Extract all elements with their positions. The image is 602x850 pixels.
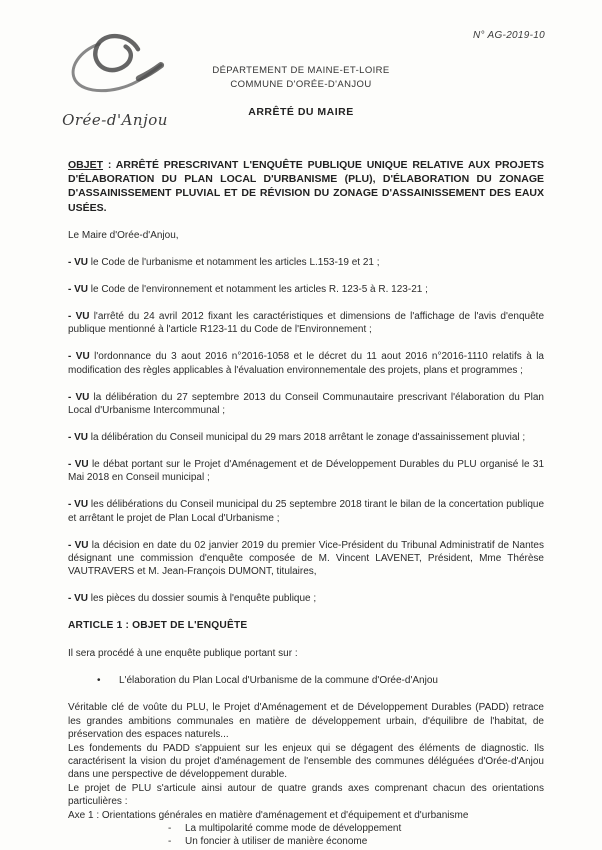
article-1-intro: Il sera procédé à une enquête publique portant sur :	[68, 647, 298, 659]
commune-line: COMMUNE D'ORÉE-D'ANJOU	[230, 79, 372, 90]
dash-icon	[168, 835, 185, 848]
document-header	[0, 0, 602, 150]
list-item	[168, 835, 544, 848]
vu-item: - VU la délibération du 27 septembre 2013 du Conseil Communautaire prescrivant l'élaboration du Plan Local d'Urbanisme Intercommunal ;	[68, 391, 544, 417]
dash-item-text: La multipolarité comme mode de développement	[185, 823, 402, 834]
vu-item: - VU les délibérations du Conseil municipal du 25 septembre 2018 tirant le bilan de la concertation publique et arrêtant le projet de Plan Local d'Urbanisme ;	[68, 499, 545, 524]
document-number: N° AG-2019-10	[472, 30, 545, 41]
bullet-item-text: L'élaboration du Plan Local d'Urbanisme de la commune d'Orée-d'Anjou	[119, 674, 438, 686]
logo-caption: Orée-d'Anjou	[62, 111, 168, 129]
vu-item: - VU la délibération du Conseil municipal du 29 mars 2018 arrêtant le zonage d'assainissement pluvial ;	[68, 431, 526, 443]
dash-icon	[168, 822, 185, 835]
dash-item-text: Un foncier à utiliser de manière économe	[185, 836, 368, 848]
vu-item: - VU le Code de l'environnement et notamment les articles R. 123-5 à R. 123-21 ;	[68, 284, 428, 296]
vu-item: - VU les pièces du dossier soumis à l'enquête publique ;	[68, 593, 317, 605]
vu-item: - VU le débat portant sur le Projet d'Aménagement et de Développement Durables du PLU organisé le 31 Mai 2018 en Conseil municipal ;	[68, 458, 545, 484]
paragraph: Les fondements du PADD s'appuient sur les enjeux qui se dégagent des éléments de diagnostic. Ils caractérisent la vision du projet d'aménagement de l'ensemble des communes déléguées d'Orée-d'Anjou dans une perspective de développement durable.	[68, 742, 544, 781]
header-center-block	[0, 64, 602, 92]
paragraph: Véritable clé de voûte du PLU, le Projet d'Aménagement et de Développement Durables (PADD) retrace les grandes ambitions communales en matière de développement urbain, d'équilibre de l'habitat, de préservation des espaces naturels...	[68, 702, 544, 741]
axis-1-line: Axe 1 : Orientations générales en matière d'aménagement et d'équipement et d'urbanisme	[68, 809, 469, 821]
paragraph: Le projet de PLU s'articule ainsi autour de quatre grands axes comprenant chacun des orientations particulières :	[68, 782, 544, 808]
subject-separator: :	[103, 159, 116, 171]
list-item	[97, 674, 544, 687]
vu-item: - VU l'arrêté du 24 avril 2012 fixant les caractéristiques et dimensions de l'affichage de l'avis d'enquête publique mentionné à l'article R123-11 du Code de l'Environnement ;	[68, 311, 544, 336]
vu-item: - VU la décision en date du 02 janvier 2019 du premier Vice-Président du Tribunal Administratif de Nantes désignant une commission d'enquête composée de M. Vincent LAVENET, Président, Mme Thérèse VAUTRAVERS et M. Jean-François DUMONT, titulaires,	[68, 539, 544, 578]
subject-label: OBJET	[68, 159, 104, 171]
bullet-icon	[97, 674, 119, 687]
document-title: ARRÊTÉ DU MAIRE	[248, 106, 354, 118]
article-1-heading: ARTICLE 1 : OBJET DE L'ENQUÊTE	[68, 620, 248, 632]
salutation: Le Maire d'Orée-d'Anjou,	[68, 229, 179, 241]
document-body	[0, 150, 602, 849]
vu-item: - VU le Code de l'urbanisme et notamment les articles L.153-19 et 21 ;	[68, 257, 380, 269]
subject-text: ARRÊTÉ PRESCRIVANT L'ENQUÊTE PUBLIQUE UNIQUE RELATIVE AUX PROJETS D'ÉLABORATION DU PLAN LOCAL D'URBANISME (PLU), D'ÉLABORATION DU ZONAGE D'ASSAINISSEMENT PLUVIAL ET DE RÉVISION DU ZONAGE D'ASSAINISSEMENT DES EAUX USÉES.	[68, 159, 544, 214]
vu-item: - VU l'ordonnance du 3 aout 2016 n°2016-1058 et le décret du 11 aout 2016 n°2016-1110 relatifs à la modification des règles applicables à l'évaluation environnementale des projets, plans et programmes ;	[68, 351, 544, 376]
list-item	[168, 822, 544, 835]
department-line: DÉPARTEMENT DE MAINE-ET-LOIRE	[212, 65, 390, 76]
subject-paragraph	[68, 158, 544, 215]
